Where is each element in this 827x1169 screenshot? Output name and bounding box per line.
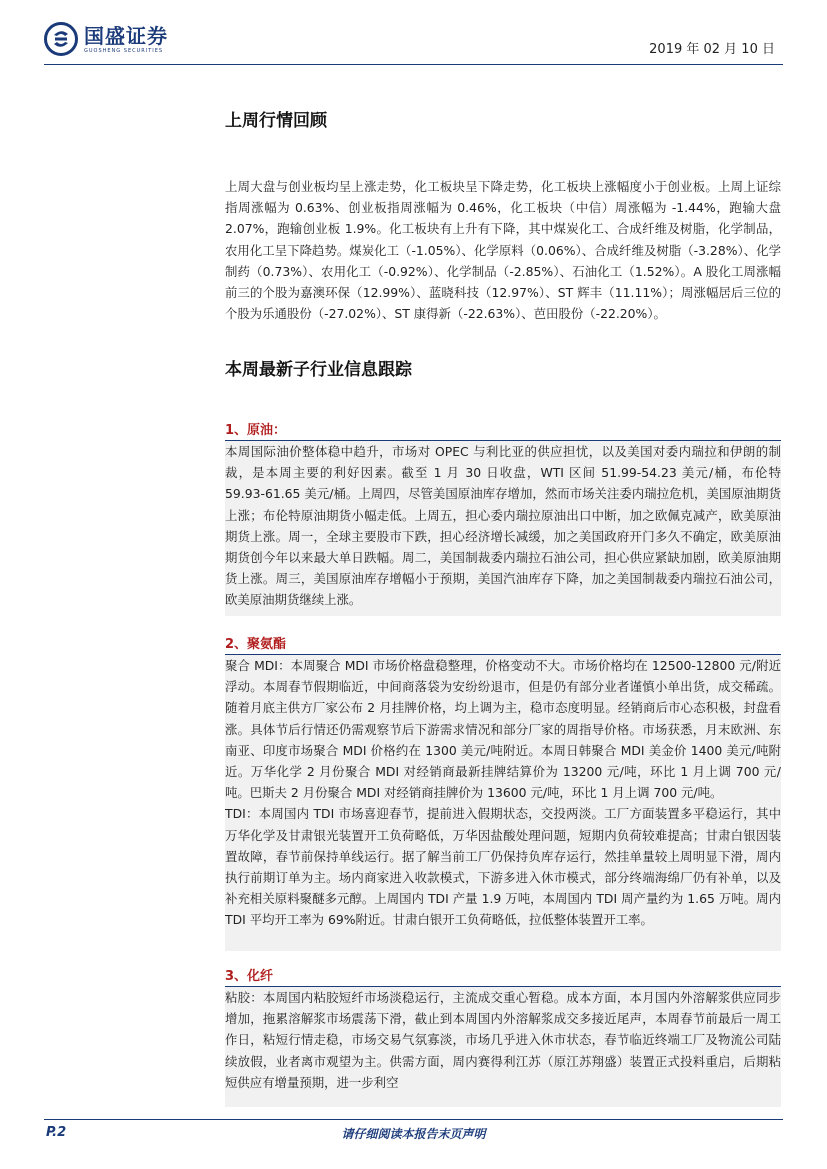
- section-paragraph: 本周国际油价整体稳中趋升，市场对 OPEC 与利比亚的供应担忧，以及美国对委内瑞拉和伊朗的制裁，是本周主要的利好因素。截至 1 月 30 日收盘，WTI 区间 51.99-54.23 美元/桶，布伦特 59.93-61.65 美元/桶。上周四，尽管美国原油库存增加，然而市场关注委内瑞拉危机，美国原油期货上涨；布伦特原油期货小幅走低。上周五，担心委内瑞拉原油出口中断，加之欧佩克减产，欧美原油期货上涨。周一，全球主要股市下跌，担心经济增长减缓，加之美国政府开门多久不确定，欧美原油期货创今年以来最大单日跌幅。周二，美国制裁委内瑞拉石油公司，担心供应紧缺加剧，欧美原油期货上涨。周三，美国原油库存增幅小于预期，美国汽油库存下降，加之美国制裁委内瑞拉石油公司，欧美原油期货继续上涨。: [225, 444, 781, 608]
- section-heading-polyurethane: [225, 632, 781, 655]
- section-heading-chemical-fiber: [225, 964, 781, 987]
- section-box-crude-oil: [225, 441, 781, 616]
- page-number: P.2: [46, 1125, 67, 1140]
- section-paragraph: TDI：本周国内 TDI 市场喜迎春节，提前进入假期状态，交投两淡。工厂方面装置多平稳运行，其中万华化学及甘肃银光装置开工负荷略低，万华因盐酸处理问题，短期内负荷较难提高；甘肃白银因装置故障，春节前保持单线运行。据了解当前工厂仍保持负库存运行，然挂单量较上周明显下滑，周内执行前期订单为主。场内商家进入收款模式，下游多进入休市模式，部分终端海绵厂仍有补单，以及补充相关原料聚醚多元醇。上周国内 TDI 产量 1.9 万吨，本周国内 TDI 周产量约为 1.65 万吨。周内 TDI 平均开工率为 69%附近。甘肃白银开工负荷略低，拉低整体装置开工率。: [225, 806, 781, 928]
- review-paragraph: 上周大盘与创业板均呈上涨走势，化工板块呈下降走势，化工板块上涨幅度小于创业板。上周上证综指周涨幅为 0.63%、创业板指周涨幅为 0.46%，化工板块（中信）周涨幅为 -1.44%，跑输大盘 2.07%，跑输创业板 1.9%。化工板块有上升有下降，其中煤炭化工、合成纤维及树脂，化学制品，农用化工呈下降趋势。煤炭化工（-1.05%）、化学原料（0.06%）、合成纤维及树脂（-3.28%）、化学制药（0.73%）、农用化工（-0.92%）、化学制品（-2.85%）、石油化工（1.52%）。A 股化工周涨幅前三的个股为嘉澳环保（12.99%）、蓝晓科技（12.97%）、ST 辉丰（11.11%）；周涨幅居后三位的个股为乐通股份（-27.02%）、ST 康得新（-22.63%）、芭田股份（-22.20%）。: [225, 179, 781, 322]
- review-title: 上周行情回顾: [225, 111, 327, 131]
- header-divider: [44, 64, 783, 65]
- footer-disclaimer: 请仔细阅读本报告末页声明: [341, 1127, 486, 1141]
- company-logo: [44, 22, 168, 56]
- section-heading-label: 1、原油：: [225, 423, 287, 438]
- section-heading-label: 2、聚氨酯: [225, 637, 287, 652]
- logo-text: 国盛证券: [84, 23, 168, 48]
- footer-divider: [44, 1119, 783, 1120]
- section-heading-crude-oil: [225, 418, 781, 441]
- section-box-polyurethane: [225, 655, 781, 951]
- section-paragraph: 聚合 MDI：本周聚合 MDI 市场价格盘稳整理，价格变动不大。市场价格均在 12500-12800 元/附近浮动。本周春节假期临近，中间商落袋为安纷纷退市，但是仍有部分业者谨慎小单出货，成交稀疏。随着月底主供方厂家公布 2 月挂牌价格，均上调为主，稳市态度明显。经销商后市心态积极，封盘看涨。具体节后行情还仍需观察节后下游需求情况和部分厂家的周指导价格。市场获悉，月末欧洲、东南亚、印度市场聚合 MDI 价格约在 1300 美元/吨附近。本周日韩聚合 MDI 美金价 1400 美元/吨附近。万华化学 2 月份聚合 MDI 对经销商最新挂牌结算价为 13200 元/吨，环比 1 月上调 700 元/吨。巴斯夫 2 月份聚合 MDI 对经销商挂牌价为 13600 元/吨，环比 1 月上调 700 元/吨。: [225, 658, 781, 801]
- logo-subtext: GUOSHENG SECURITIES: [84, 47, 164, 54]
- section-box-chemical-fiber: [225, 987, 781, 1107]
- section-heading-label: 3、化纤: [225, 969, 274, 984]
- logo-mark-icon: [44, 22, 78, 56]
- tracking-title: 本周最新子行业信息跟踪: [225, 360, 412, 380]
- section-paragraph: 粘胶：本周国内粘胶短纤市场淡稳运行，主流成交重心暂稳。成本方面，本月国内外溶解浆供应同步增加，拖累溶解浆市场震荡下滑，截止到本周国内外溶解浆成交多接近尾声，本周春节前最后一周工作日，粘短行情走稳，市场交易气氛寡淡，市场几乎进入休市状态，春节临近终端工厂及物流公司陆续放假，业者离市观望为主。供需方面，周内赛得利江苏（原江苏翔盛）装置正式投料重启，后期粘短供应有增量预期，进一步利空: [225, 990, 781, 1090]
- report-date: 2019 年 02 月 10 日: [649, 42, 775, 57]
